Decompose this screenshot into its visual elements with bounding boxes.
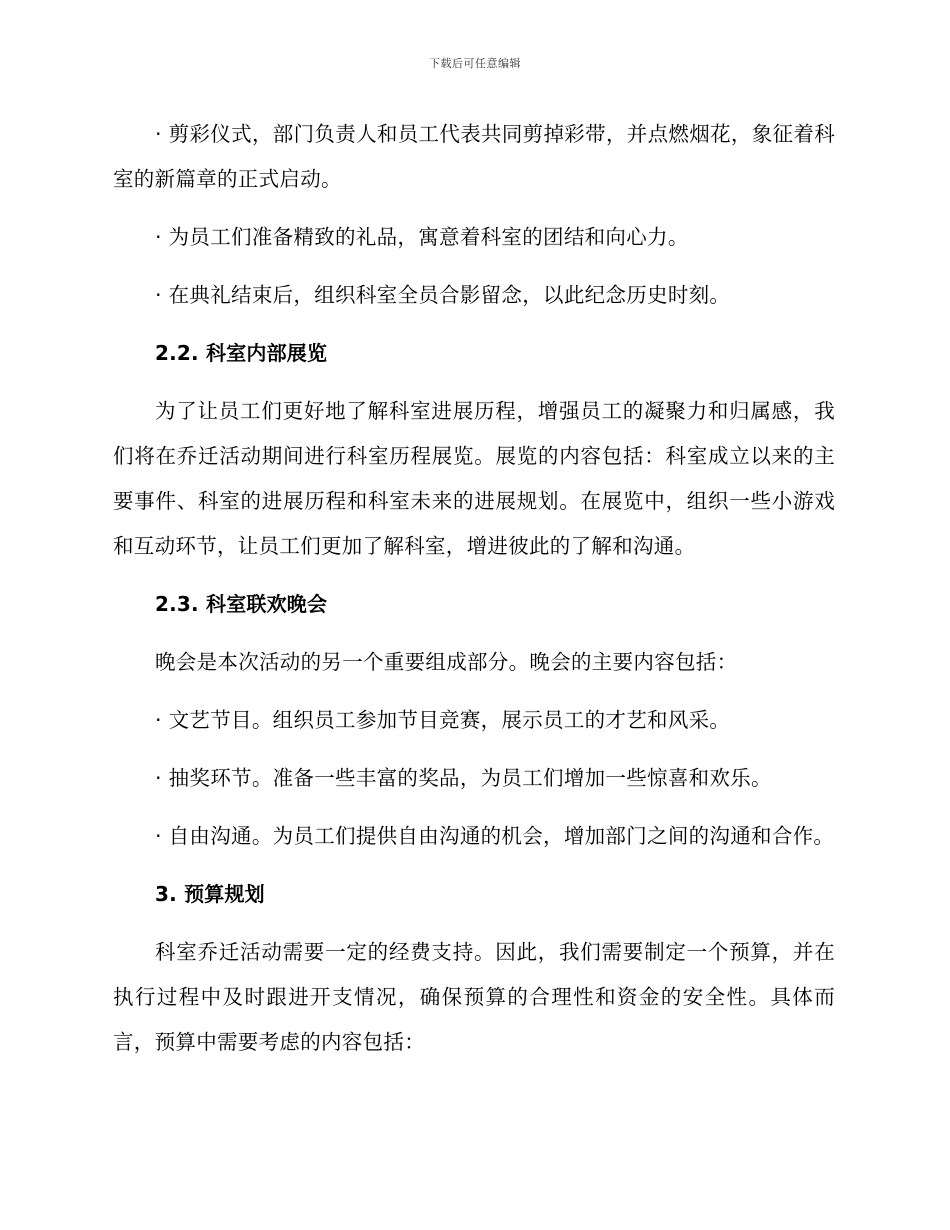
section-heading-2-3: 2.3. 科室联欢晚会 [155,592,328,616]
section-heading-2-2: 2.2. 科室内部展览 [155,341,328,365]
bullet-gifts: · 为员工们准备精致的礼品，寓意着科室的团结和向心力。 [155,225,689,249]
paragraph-exhibition: 为了让员工们更好地了解科室进展历程，增强员工的凝聚力和归属感，我们将在乔迁活动期间进行科室历程展览。展览的内容包括：科室成立以来的主要事件、科室的进展历程和科室未来的进展规划。在展览中，组织一些小游戏和互动环节，让员工们更加了解科室，增进彼此的了解和沟通。 [113,399,835,558]
bullet-ribbon-cutting: · 剪彩仪式，部门负责人和员工代表共同剪掉彩带，并点燃烟花，象征着科室的新篇章的正式启动。 [113,122,835,191]
bullet-group-photo: · 在典礼结束后，组织科室全员合影留念，以此纪念历史时刻。 [155,283,731,307]
section-heading-3: 3. 预算规划 [155,882,265,906]
paragraph-party-intro: 晚会是本次活动的另一个重要组成部分。晚会的主要内容包括： [155,650,738,674]
bullet-lottery: · 抽奖环节。准备一些丰富的奖品，为员工们增加一些惊喜和欢乐。 [155,766,772,790]
bullet-performances: · 文艺节目。组织员工参加节目竞赛，展示员工的才艺和风采。 [155,708,731,732]
page-header: 下载后可任意编辑 [429,57,521,70]
document-body [113,112,835,1078]
bullet-free-communication: · 自由沟通。为员工们提供自由沟通的机会，增加部门之间的沟通和合作。 [155,824,835,848]
paragraph-budget: 科室乔迁活动需要一定的经费支持。因此，我们需要制定一个预算，并在执行过程中及时跟进开支情况，确保预算的合理性和资金的安全性。具体而言，预算中需要考虑的内容包括： [113,940,835,1054]
